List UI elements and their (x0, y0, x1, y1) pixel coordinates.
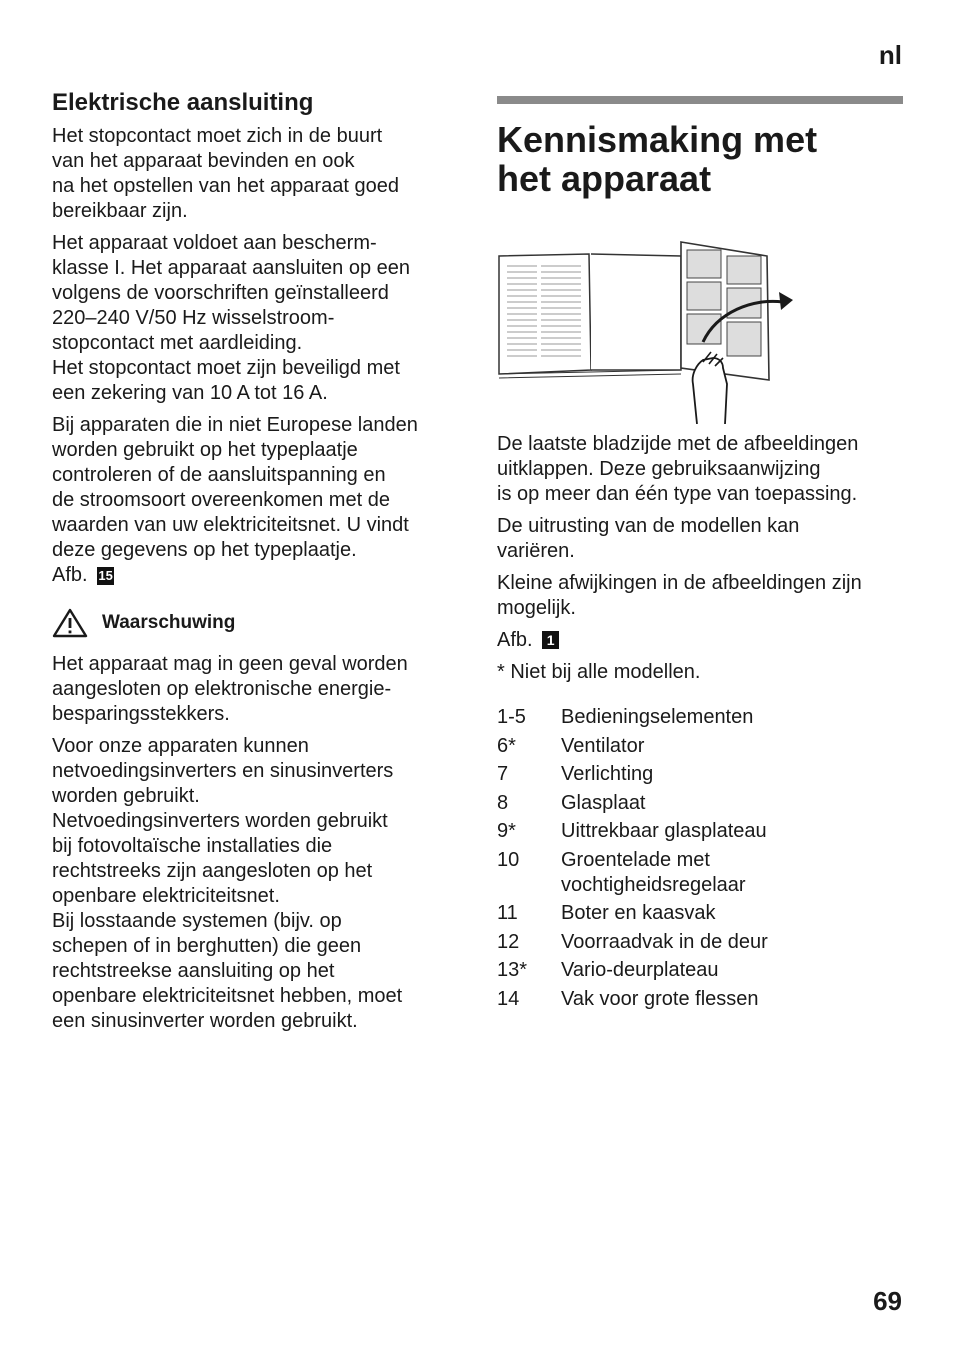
warning-header (52, 608, 462, 638)
parts-list-item (497, 734, 903, 759)
part-label: Groentelade met vochtigheidsregelaar (561, 848, 746, 896)
part-label: Bedieningselementen (561, 706, 754, 728)
part-label: Voorraadvak in de deur (561, 930, 768, 953)
part-label: Boter en kaasvak (561, 902, 716, 924)
part-number: 9* (497, 820, 516, 842)
parts-list-item (497, 705, 903, 730)
part-number: 10 (497, 848, 520, 871)
language-tag: nl (878, 40, 902, 70)
parts-list-item (497, 958, 903, 983)
part-label: Verlichting (561, 763, 654, 785)
warning-title: Waarschuwing (102, 612, 236, 633)
parts-list-item (497, 930, 903, 955)
section-heading-electrical: Elektrische aansluiting (52, 89, 314, 116)
paragraph-non-european: Bij apparaten die in niet Europese landen worden gebruikt op het typeplaatje controleren of de aansluitspanning en de stroomsoort overeenkomen met de waarden van uw elektriciteitsnet. U vindt deze gegevens op het typeplaatje. (52, 414, 418, 561)
part-number: 14 (497, 987, 520, 1010)
parts-list-item (497, 762, 903, 787)
left-column (52, 88, 462, 1041)
figure-reference: Afb. 15 (52, 564, 113, 586)
paragraph-equipment: De uitrusting van de modellen kan variëren. (497, 515, 800, 562)
parts-list-item (497, 819, 903, 844)
footnote-models: * Niet bij alle modellen. (497, 661, 701, 683)
part-label: Uittrekbaar glasplateau (561, 820, 767, 842)
warning-triangle-icon (52, 608, 88, 638)
figure-number-badge: 15 (98, 568, 113, 583)
paragraph-protection-class: Het apparaat voldoet aan bescherm- klasse I. Het apparaat aansluiten op een volgens de voorschriften geïnstalleerd 220–240 V/50 Hz wisselstroom- stopcontact met aardleiding. Het stopcontact moet zijn beveiligd met een zekering van 10 A tot 16 A. (52, 232, 411, 404)
part-label: Ventilator (561, 734, 645, 757)
part-number: 13* (497, 959, 528, 981)
part-number: 6* (497, 734, 516, 757)
part-number: 1-5 (497, 706, 526, 728)
parts-list-item (497, 987, 903, 1012)
section-title: Kennismaking met het apparaat (497, 119, 818, 199)
parts-list-item (497, 901, 903, 926)
paragraph-foldout: De laatste bladzijde met de afbeeldingen uitklappen. Deze gebruiksaanwijzing is op meer dan één type van toepassing. (497, 433, 859, 505)
right-column (497, 96, 903, 1015)
part-number: 8 (497, 791, 509, 814)
figure-number-badge-right: 1 (542, 631, 559, 649)
part-label: Glasplaat (561, 791, 646, 814)
section-rule (497, 96, 903, 104)
page-number: 69 (873, 1286, 902, 1316)
warning-paragraph-stekkers: Het apparaat mag in geen geval worden aangesloten op elektronische energie- besparingsstekkers. (52, 653, 408, 725)
paragraph-deviations: Kleine afwijkingen in de afbeeldingen zijn mogelijk. (497, 572, 862, 619)
part-label: Vario-deurplateau (561, 959, 719, 981)
part-number: 7 (497, 763, 509, 785)
part-label: Vak voor grote flessen (561, 987, 759, 1010)
parts-list (497, 705, 903, 1012)
figure-reference-right: Afb. 1 (497, 628, 903, 653)
paragraph-socket: Het stopcontact moet zich in de buurt van het apparaat bevinden en ook na het opstellen van het apparaat goed bereikbaar zijn. (52, 125, 399, 222)
foldout-page-illustration (497, 234, 797, 424)
warning-paragraph-inverters: Voor onze apparaten kunnen netvoedingsinverters en sinusinverters worden gebruikt. Netvoedingsinverters worden gebruikt bij fotovoltaïsche installaties die rechtstreeks zijn aangesloten op het openbare elektriciteitsnet. Bij losstaande systemen (bijv. op schepen of in berghutten) die geen rechtstreekse aansluiting op het openbare elektriciteitsnet hebben, moet een sinusinverter worden gebruikt. (52, 735, 403, 1032)
part-number: 11 (497, 902, 518, 924)
parts-list-item (497, 848, 903, 898)
parts-list-item (497, 791, 903, 816)
part-number: 12 (497, 930, 520, 953)
